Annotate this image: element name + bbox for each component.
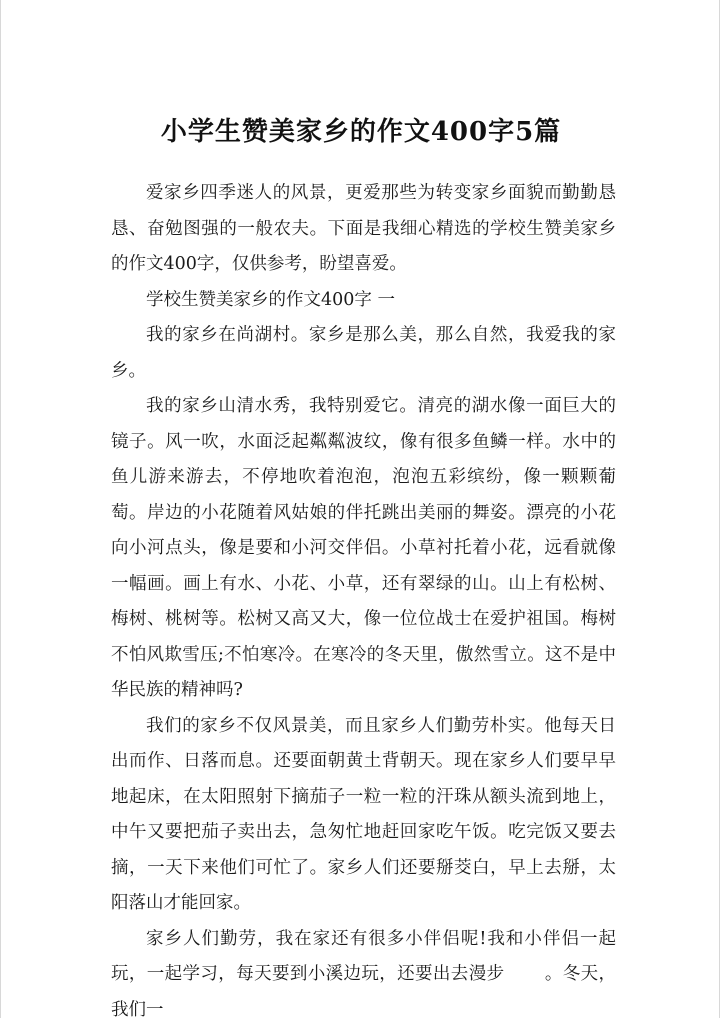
paragraph-hometown-intro: 我的家乡在尚湖村。家乡是那么美，那么自然，我爱我的家乡。 — [111, 318, 616, 389]
paragraph-intro: 爱家乡四季迷人的风景，更爱那些为转变家乡面貌而勤勤恳恳、奋勉图强的一般农夫。下面是我细心精选的学校生赞美家乡的作文400字，仅供参考，盼望喜爱。 — [111, 176, 616, 283]
paragraph-friends-part2: 。冬天，我们一 — [111, 964, 616, 1020]
document-body — [111, 176, 616, 1028]
paragraph-people: 我们的家乡不仅风景美，而且家乡人们勤劳朴实。他每天日出而作、日落而息。还要面朝黄土背朝天。现在家乡人们要早早地起床，在太阳照射下摘茄子一粒一粒的汗珠从额头流到地上，中午又要把茄子卖出去，急匆忙地赶回家吃午饭。吃完饭又要去摘，一天下来他们可忙了。家乡人们还要掰茭白，早上去掰，太阳落山才能回家。 — [111, 709, 616, 922]
document-title: 小学生赞美家乡的作文400字5篇 — [1, 112, 720, 152]
paragraph-friends — [111, 922, 616, 1028]
paragraph-friends-part1: 家乡人们勤劳，我在家还有很多小伴侣呢!我和小伴侣一起玩，一起学习，每天要到小溪边玩，还要出去漫步 — [111, 929, 616, 985]
paragraph-scenery: 我的家乡山清水秀，我特别爱它。清亮的湖水像一面巨大的镜子。风一吹，水面泛起粼粼波纹，像有很多鱼鳞一样。水中的鱼儿游来游去，不停地吹着泡泡，泡泡五彩缤纷，像一颗颗葡萄。岸边的小花随着风姑娘的伴托跳出美丽的舞姿。漂亮的小花向小河点头，像是要和小河交伴侣。小草衬托着小花，远看就像一幅画。画上有水、小花、小草，还有翠绿的山。山上有松树、梅树、桃树等。松树又高又大，像一位位战士在爱护祖国。梅树不怕风欺雪压;不怕寒冷。在寒冷的冬天里，傲然雪立。这不是中华民族的精神吗? — [111, 389, 616, 709]
paragraph-section-heading: 学校生赞美家乡的作文400字 一 — [111, 283, 616, 319]
